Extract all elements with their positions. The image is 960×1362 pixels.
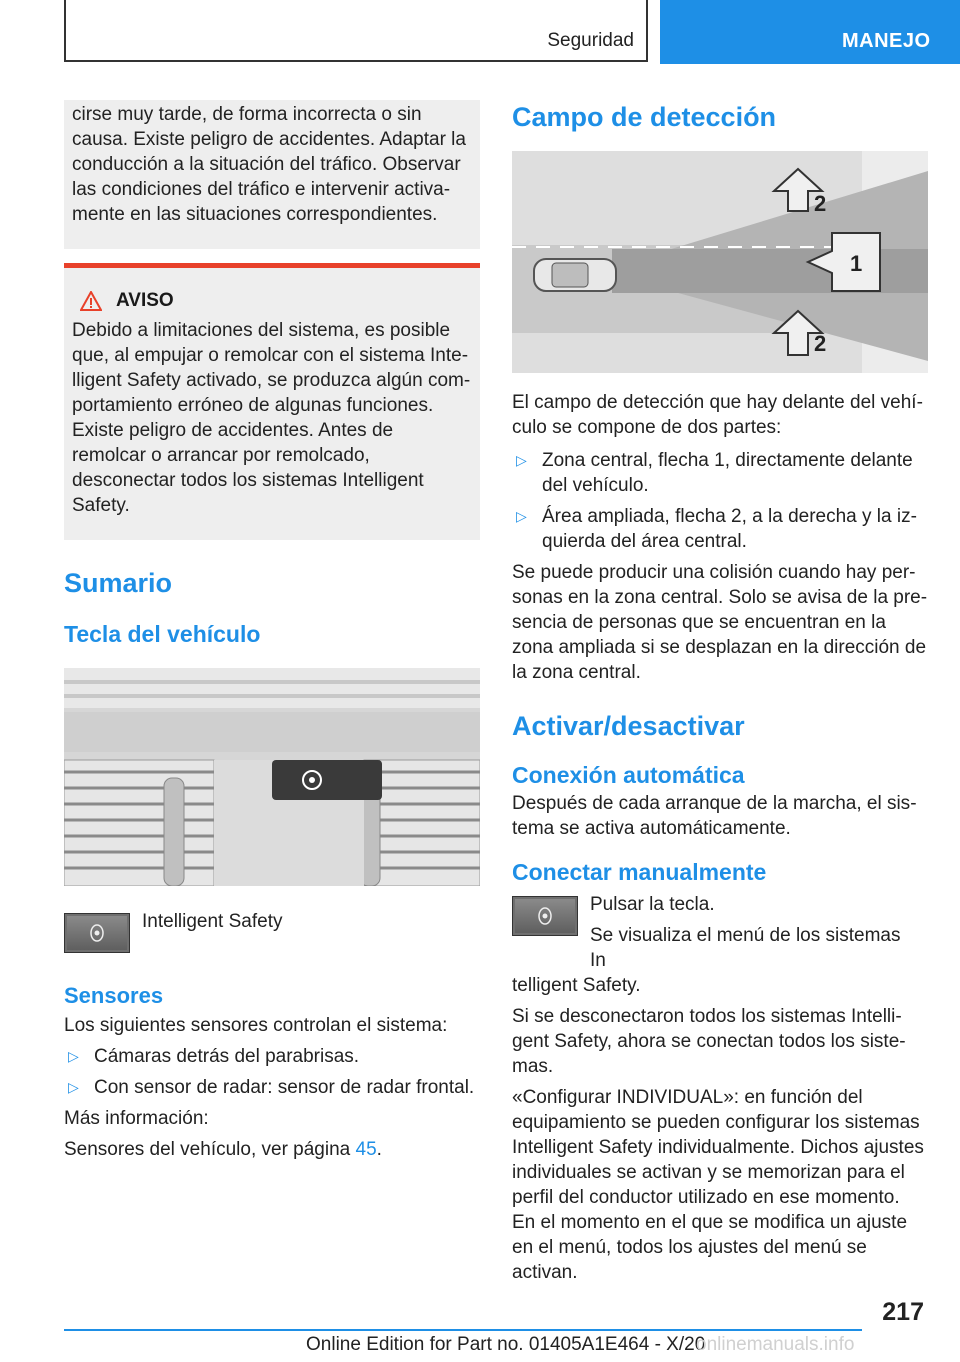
warning-title [72,290,472,312]
edition-text: Online Edition for Part no. 01405A1E464 - X/20 [306,1334,706,1355]
left-column [64,100,480,1162]
triangle-bullet-icon: ▷ [68,1048,79,1064]
key-instructions [590,892,922,973]
warning-continuation-box [64,100,480,249]
configurar-text: «Configurar INDIVIDUAL»: en función del equipamiento se pueden configurar los sistemas Intelligent Safety individualmente. Dichos ajustes individuales se activan y se memorizan para el perfil del conductor utilizado en ese momento. En el momento en el que se modifica un ajuste en el menú, todos los ajustes del menú se activan. [512,1087,924,1283]
pulsar-text: Pulsar la tecla. [590,894,715,915]
header-frame [64,0,648,62]
chapter-tab[interactable] [660,0,960,64]
intelligent-safety-icon [537,907,553,925]
vehicle-button-photo [64,668,480,886]
heading-sensores: Sensores [64,983,164,1008]
warning-triangle-icon [80,291,102,311]
list-item: ▷ Zona central, flecha 1, directamente delante del vehículo. [516,450,913,496]
sensores-intro: Los siguientes sensores controlan el sistema: [64,1015,448,1036]
intelligent-safety-icon [89,924,105,942]
visualiza-text-a: Se visualiza el menú de los sistemas In [590,925,901,971]
campo-text: El campo de detección que hay delante del vehículo se compone de dos partes: [512,392,923,438]
arrow-label-center: 1 [850,251,863,276]
sensores-list [64,1044,480,1100]
key-row-2 [512,892,928,973]
campo-list [512,448,928,554]
key-row [64,909,480,953]
list-item: ▷ Cámaras detrás del parabrisas. [68,1046,360,1067]
warning-box [64,263,480,540]
watermark: onlinemanuals.info [696,1334,855,1355]
mas-info: Más información: [64,1108,209,1129]
reference-line: Sensores del vehículo, ver página 45. [64,1139,382,1160]
arrow-label-top: 2 [814,191,827,216]
intelligent-safety-button[interactable] [64,913,130,953]
chapter-tab-label: MANEJO [842,30,931,52]
arrow-label-bottom: 2 [814,331,827,356]
heading-conexion: Conexión automática [512,762,745,788]
heading-campo: Campo de detección [512,102,777,132]
triangle-bullet-icon: ▷ [516,508,527,524]
footer-divider [64,1329,862,1331]
campo-text-2: Se puede producir una colisión cuando hay personas en la zona central. Solo se avisa de la presencia de personas que se encuentran en la zona ampliada si se desplazan en la dirección de la zona central. [512,562,928,683]
warning-title-label: AVISO [116,290,174,311]
list-item: ▷ Área ampliada, flecha 2, a la derecha y la izquierda del área central. [516,506,917,552]
conexion-text: Después de cada arranque de la marcha, el sistema se activa automáticamente. [512,793,917,839]
heading-activar: Activar/desactivar [512,711,745,741]
intelligent-safety-button[interactable] [512,896,578,936]
detection-field-diagram [512,151,928,373]
visualiza-text-b: telligent Safety. [512,975,641,996]
warning-continuation-text: cirse muy tarde, de forma incorrecta o sin causa. Existe peligro de accidentes. Adaptar la conducción a la situación del tráfico. Observar las condiciones del tráfico e intervenir activamente en las situaciones correspondientes. [72,104,466,225]
key-label: Intelligent Safety [142,911,283,932]
heading-conectar: Conectar manualmente [512,859,767,885]
right-column [512,96,928,1285]
section-title: Seguridad [547,30,634,51]
page-link[interactable]: 45 [355,1139,377,1160]
desconect-text: Si se desconectaron todos los sistemas Intelligent Safety, ahora se conectan todos los sistemas. [512,1006,906,1077]
triangle-bullet-icon: ▷ [68,1079,79,1095]
heading-sumario: Sumario [64,568,173,598]
heading-tecla: Tecla del vehículo [64,621,261,647]
triangle-bullet-icon: ▷ [516,452,527,468]
list-item: ▷ Con sensor de radar: sensor de radar frontal. [68,1077,475,1098]
warning-text: Debido a limitaciones del sistema, es posible que, al empujar o remolcar con el sistema Intelligent Safety activado, se produzca algún comportamiento erróneo de algunas funciones. Existe peligro de accidentes. Antes de remolcar o arrancar por remolcado, desconectar todos los sistemas Intelligent Safety. [72,320,471,516]
page-number: 217 [882,1298,924,1326]
